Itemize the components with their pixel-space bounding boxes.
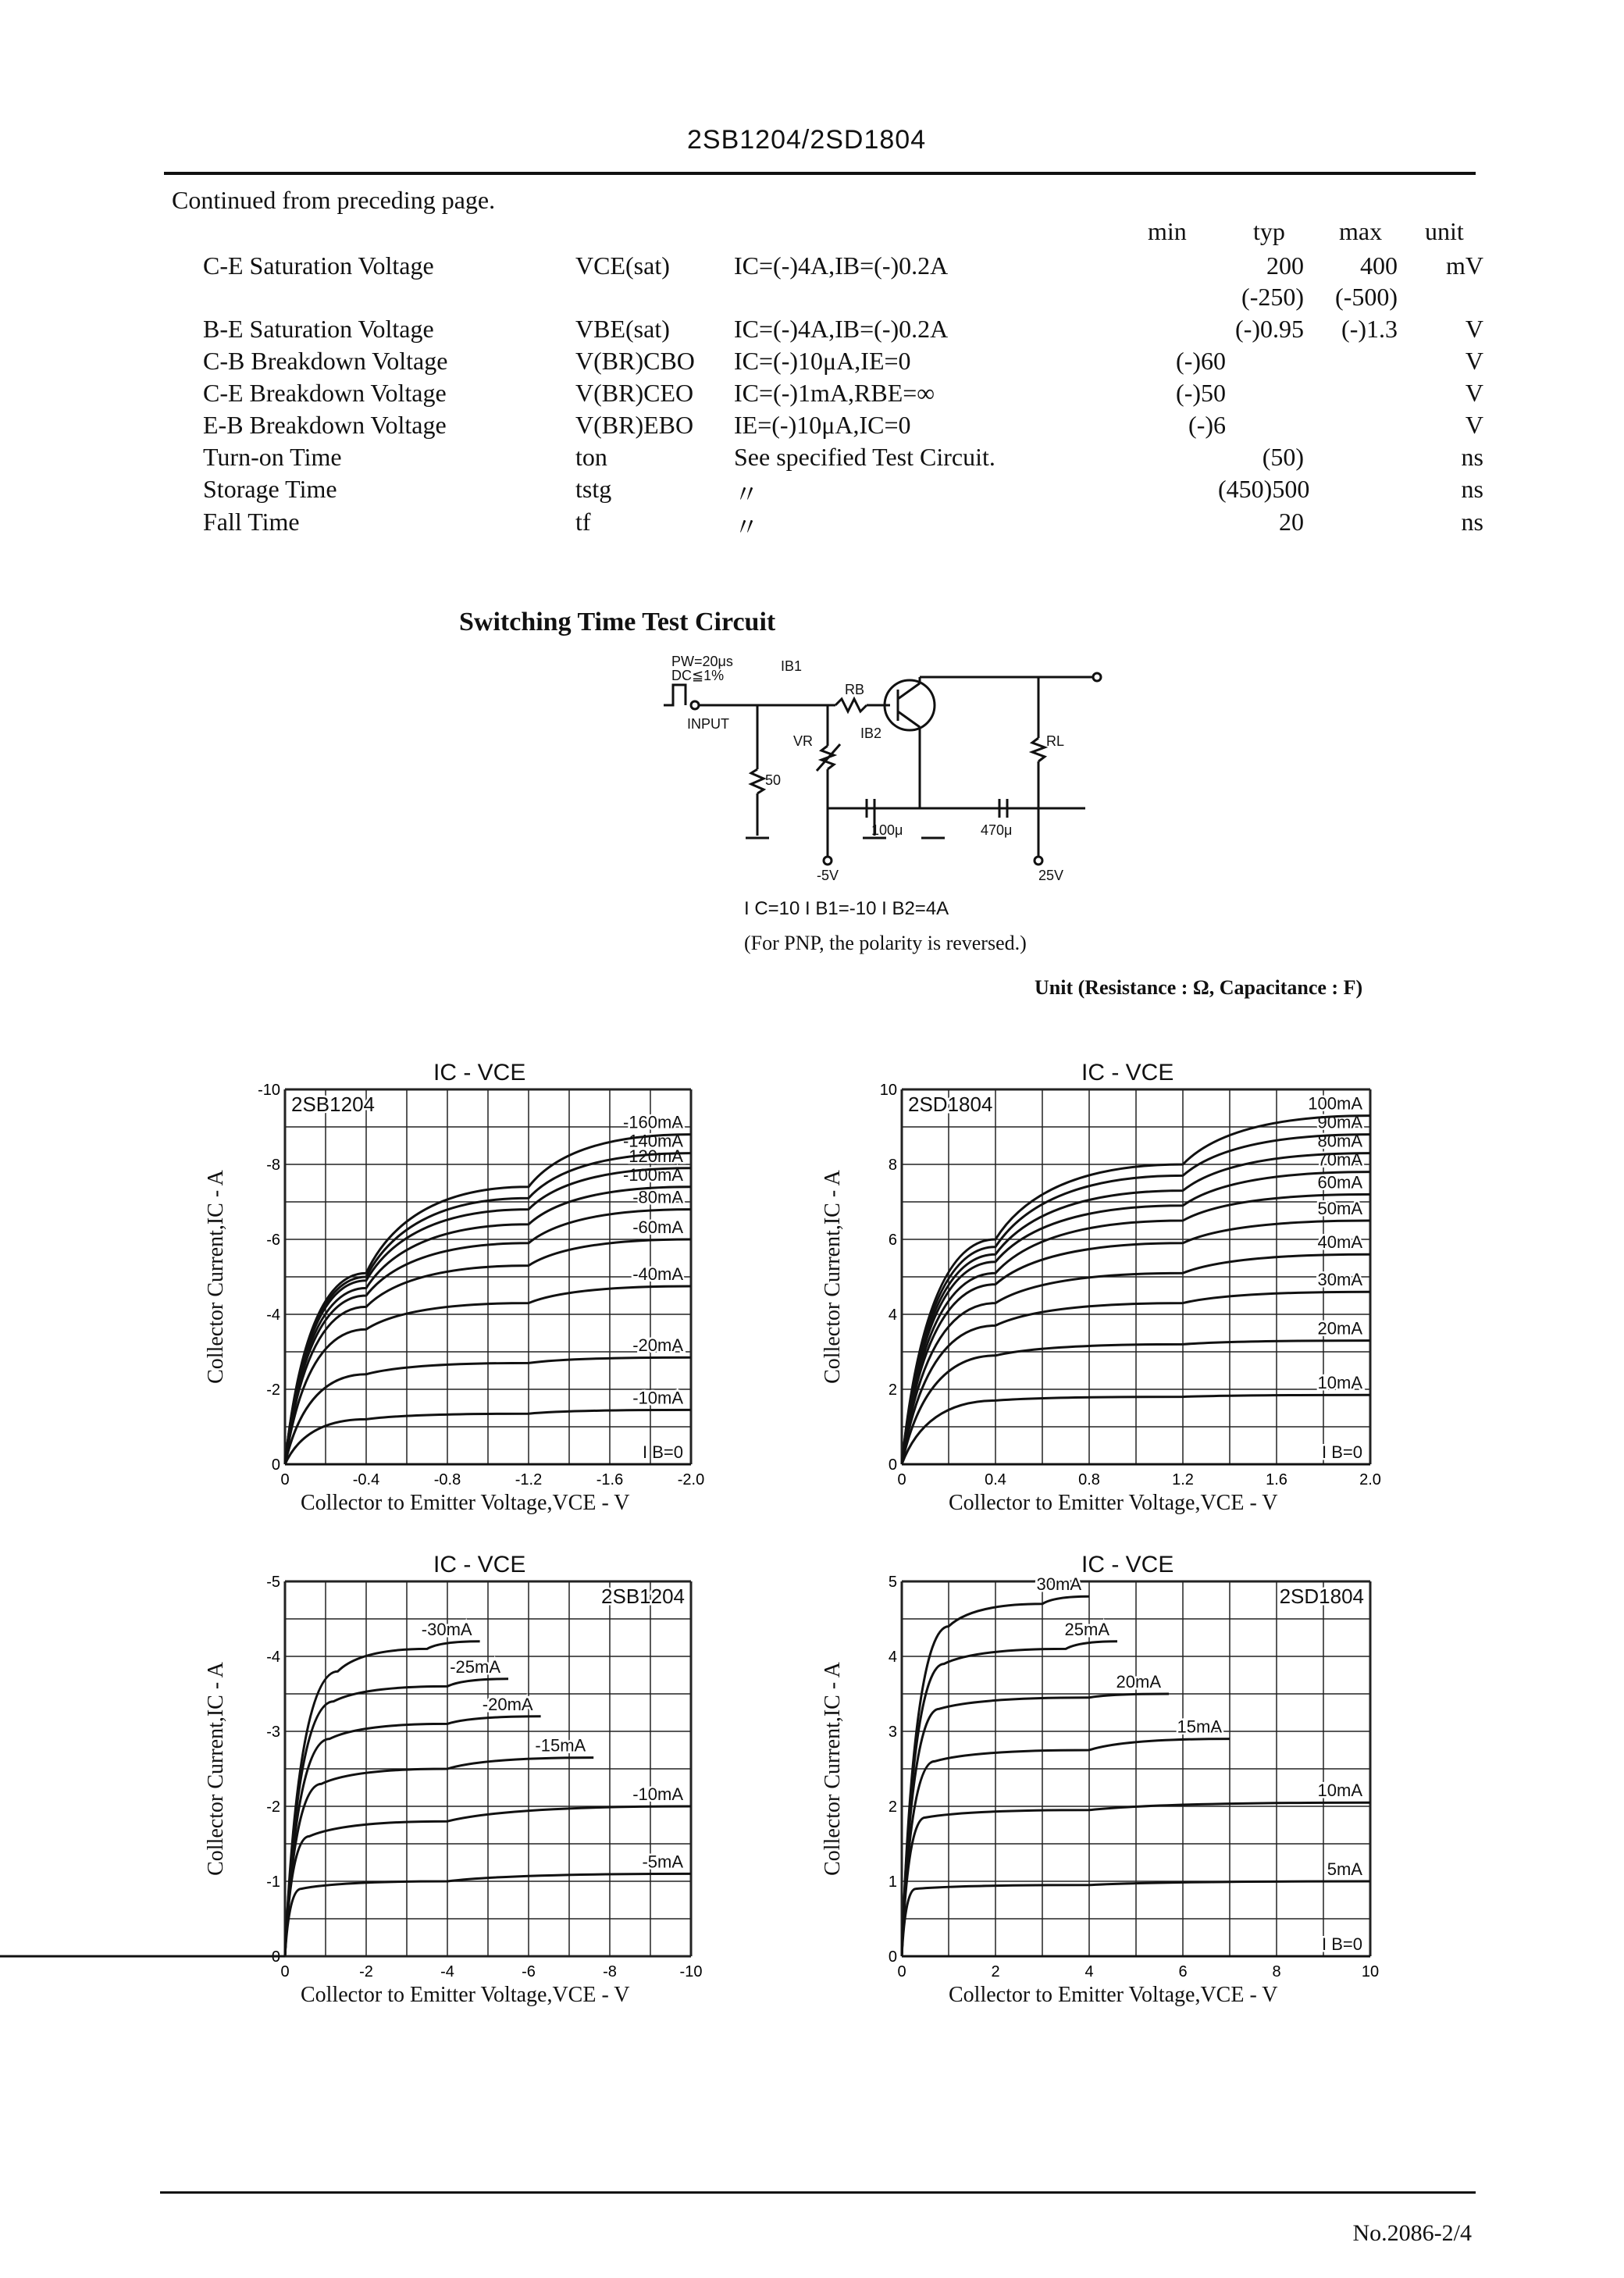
series-label: 30mA <box>1036 1574 1081 1595</box>
y-tick-label: -3 <box>266 1724 280 1741</box>
spec-row <box>0 379 1624 410</box>
spec-cell-typ: (50) <box>1262 443 1304 471</box>
y-tick-label: 5 <box>888 1574 897 1591</box>
spec-cell-unit: V <box>1465 379 1483 407</box>
spec-cell-symbol: V(BR)CBO <box>575 347 695 375</box>
chart-svg <box>219 1062 765 1546</box>
x-tick-label: 0 <box>280 1963 290 1980</box>
chart-2sb1204-high-vce <box>204 1552 765 2038</box>
spec-cell-condition: IC=(-)1mA,RBE=∞ <box>734 379 935 407</box>
spec-cell-min: (-)6 <box>1188 411 1226 439</box>
y-tick-label: -4 <box>266 1307 280 1324</box>
x-tick-label: 0 <box>897 1963 906 1980</box>
spec-cell-unit: ns <box>1461 443 1483 471</box>
spec-cell-unit: V <box>1465 347 1483 375</box>
spec-cell-param: C-E Saturation Voltage <box>203 251 434 280</box>
series-label: 40mA <box>1317 1232 1362 1253</box>
spec-cell-unit: V <box>1465 315 1483 343</box>
series-label: 80mA <box>1317 1131 1362 1151</box>
spec-cell-symbol: ton <box>575 443 607 471</box>
x-tick-label: -8 <box>603 1963 617 1980</box>
chart-2sd1804-high-vce <box>821 1552 1398 2038</box>
y-tick-label: 8 <box>888 1157 897 1174</box>
spec-cell-param: Fall Time <box>203 508 300 536</box>
chart-svg <box>835 1062 1398 1546</box>
transistor-icon <box>885 680 935 730</box>
y-tick-label: 2 <box>888 1799 897 1816</box>
y-axis-label: Collector Current,IC - A <box>204 1662 228 1876</box>
col-max: max <box>1339 217 1383 245</box>
x-tick-label: -2 <box>359 1963 373 1980</box>
spec-cell-condition: 〃 <box>734 480 760 508</box>
spec-cell-symbol: VCE(sat) <box>575 251 670 280</box>
resistor-rl-icon <box>1032 738 1045 761</box>
series-label: -10mA <box>632 1388 683 1408</box>
x-tick-label: -6 <box>522 1963 536 1980</box>
circuit-title: Switching Time Test Circuit <box>459 608 776 636</box>
circuit-unit-note: Unit (Resistance : Ω, Capacitance : F) <box>1035 976 1363 999</box>
series-label: 20mA <box>1116 1672 1161 1692</box>
spec-cell-unit: ns <box>1461 508 1483 536</box>
y-tick-label: 3 <box>888 1724 897 1741</box>
spec-cell-symbol: tstg <box>575 475 612 503</box>
spec-cell-param: C-B Breakdown Voltage <box>203 347 448 375</box>
y-tick-label: 0 <box>888 1948 897 1966</box>
circuit-label-rb: RB <box>845 682 865 697</box>
y-axis-label: Collector Current,IC - A <box>204 1170 228 1384</box>
y-tick-label: 1 <box>888 1873 897 1891</box>
circuit-label-vr: VR <box>793 733 814 749</box>
resistor-50-icon <box>751 769 764 793</box>
spec-cell-typ: 20 <box>1279 508 1304 536</box>
part-number-header: 2SB1204/2SD1804 <box>687 125 927 155</box>
input-pulse-icon <box>664 685 686 705</box>
pos-supply-terminal <box>1035 857 1042 864</box>
circuit-label-ib1: IB1 <box>781 658 803 674</box>
series-label: -30mA <box>421 1619 472 1639</box>
resistor-rb-icon <box>835 699 867 711</box>
spec-row <box>0 283 1624 314</box>
circuit-label-c1: 100μ <box>871 822 903 838</box>
spec-row <box>0 475 1624 506</box>
circuit-label-vneg: -5V <box>817 868 839 883</box>
x-tick-label: 0 <box>897 1471 906 1488</box>
series-label: 20mA <box>1317 1318 1362 1339</box>
circuit-label-rl: RL <box>1046 733 1065 749</box>
x-tick-label: -1.2 <box>515 1471 543 1488</box>
circuit-label-ib2: IB2 <box>860 725 882 741</box>
spec-cell-typ: (-)0.95 <box>1235 315 1304 343</box>
y-axis-label: Collector Current,IC - A <box>821 1662 845 1876</box>
chart-title: IC - VCE <box>1081 1552 1174 1577</box>
series-label: -20mA <box>632 1335 683 1356</box>
series-curve--20mA <box>285 1717 541 1956</box>
x-tick-label: 1.2 <box>1172 1471 1194 1488</box>
col-min: min <box>1148 217 1187 245</box>
y-tick-label: -6 <box>266 1232 280 1249</box>
input-terminal <box>691 701 699 709</box>
series-label: -10mA <box>632 1784 683 1804</box>
device-label: 2SB1204 <box>601 1585 685 1608</box>
circuit-polarity-note: (For PNP, the polarity is reversed.) <box>744 932 1027 954</box>
spec-cell-unit: V <box>1465 411 1483 439</box>
spec-cell-unit: ns <box>1461 475 1483 503</box>
neg-supply-terminal <box>824 857 832 864</box>
spec-cell-min: (-)60 <box>1176 347 1226 375</box>
footer-rule <box>160 2191 1476 2194</box>
circuit-condition: I C=10 I B1=-10 I B2=4A <box>744 898 949 919</box>
circuit-label-r50: 50 <box>765 772 782 788</box>
chart-title: IC - VCE <box>433 1060 526 1086</box>
circuit-label-vpos: 25V <box>1038 868 1064 883</box>
series-label: 50mA <box>1317 1199 1362 1218</box>
x-tick-label: 8 <box>1272 1963 1281 1980</box>
header-rule <box>164 172 1476 175</box>
chart-title: IC - VCE <box>433 1552 526 1577</box>
spec-cell-param: Storage Time <box>203 475 337 503</box>
document-number: No.2086-2/4 <box>1352 2220 1472 2246</box>
series-label: -40mA <box>632 1264 683 1284</box>
series-label: 10mA <box>1317 1373 1362 1393</box>
spec-row <box>0 443 1624 474</box>
series-label: I B=0 <box>1322 1442 1362 1462</box>
series-label: 60mA <box>1317 1172 1362 1192</box>
circuit-diagram <box>640 652 1109 886</box>
x-tick-label: 4 <box>1084 1963 1094 1980</box>
series-label: I B=0 <box>1322 1934 1362 1954</box>
x-axis-label: Collector to Emitter Voltage,VCE - V <box>949 1491 1278 1515</box>
y-tick-label: -10 <box>258 1082 280 1099</box>
y-tick-label: -2 <box>266 1381 280 1399</box>
x-tick-label: 10 <box>1361 1963 1380 1980</box>
spec-cell-condition: IC=(-)4A,IB=(-)0.2A <box>734 251 949 280</box>
series-label: -160mA <box>622 1112 683 1132</box>
spec-row <box>0 508 1624 539</box>
chart-2sd1804-low-vce <box>821 1060 1398 1546</box>
output-terminal <box>1093 673 1101 681</box>
y-tick-label: -4 <box>266 1649 280 1666</box>
series-label: 15mA <box>1177 1717 1222 1737</box>
circuit-label-pw: PW=20μs <box>671 654 733 669</box>
switching-test-circuit <box>640 652 1109 886</box>
spec-cell-symbol: tf <box>575 508 591 536</box>
series-label: -60mA <box>632 1217 683 1237</box>
x-tick-label: -1.6 <box>596 1471 624 1488</box>
circuit-label-input: INPUT <box>687 716 729 732</box>
spec-cell-typ: (-250) <box>1241 283 1304 311</box>
series-curve-20mA <box>902 1694 1169 1956</box>
spec-cell-condition: 〃 <box>734 513 760 541</box>
x-tick-label: -0.4 <box>352 1471 380 1488</box>
y-tick-label: 0 <box>888 1456 897 1474</box>
col-typ: typ <box>1253 217 1285 245</box>
series-label: -20mA <box>482 1694 533 1714</box>
spec-cell-max: 400 <box>1360 251 1398 280</box>
x-tick-label: -10 <box>679 1963 703 1980</box>
x-tick-label: -2.0 <box>677 1471 705 1488</box>
col-unit: unit <box>1425 217 1464 245</box>
x-tick-label: 2.0 <box>1359 1471 1381 1488</box>
spec-cell-unit: mV <box>1446 251 1483 280</box>
series-curve--25mA <box>285 1679 508 1956</box>
chart-svg <box>219 1554 765 2038</box>
series-label: 70mA <box>1317 1150 1362 1170</box>
circuit-label-c2: 470μ <box>981 822 1013 838</box>
spec-cell-param: E-B Breakdown Voltage <box>203 411 447 439</box>
x-tick-label: 0.4 <box>985 1471 1006 1488</box>
device-label: 2SD1804 <box>1279 1585 1364 1608</box>
chart-2sb1204-low-vce <box>204 1060 765 1546</box>
x-tick-label: 0.8 <box>1078 1471 1100 1488</box>
y-tick-label: -1 <box>266 1873 280 1891</box>
x-tick-label: -4 <box>440 1963 454 1980</box>
spec-row <box>0 251 1624 283</box>
chart-svg <box>835 1554 1398 2038</box>
series-label: 90mA <box>1317 1112 1362 1132</box>
x-axis-label: Collector to Emitter Voltage,VCE - V <box>949 1983 1278 2007</box>
spec-row <box>0 315 1624 346</box>
series-label: 100mA <box>1308 1093 1362 1114</box>
y-tick-label: 4 <box>888 1649 897 1666</box>
x-tick-label: 2 <box>991 1963 1000 1980</box>
device-label: 2SB1204 <box>291 1093 375 1116</box>
series-label: 5mA <box>1327 1859 1362 1879</box>
series-label: -15mA <box>535 1735 586 1756</box>
series-curve-25mA <box>902 1642 1117 1956</box>
spec-cell-param: B-E Saturation Voltage <box>203 315 434 343</box>
series-label: -100mA <box>622 1164 683 1185</box>
spec-cell-condition: IC=(-)10μA,IE=0 <box>734 347 911 375</box>
spec-cell-symbol: V(BR)CEO <box>575 379 694 407</box>
y-tick-label: 10 <box>879 1082 897 1099</box>
spec-cell-typ: (450)500 <box>1218 475 1310 503</box>
y-tick-label: 6 <box>888 1232 897 1249</box>
spec-cell-max: (-500) <box>1335 283 1398 311</box>
spec-cell-condition: IC=(-)4A,IB=(-)0.2A <box>734 315 949 343</box>
x-tick-label: 6 <box>1178 1963 1188 1980</box>
series-label: -5mA <box>642 1852 683 1872</box>
series-label: 10mA <box>1317 1781 1362 1801</box>
series-curve-15mA <box>902 1739 1230 1956</box>
y-tick-label: 0 <box>271 1456 280 1474</box>
spec-row <box>0 347 1624 378</box>
x-axis-label: Collector to Emitter Voltage,VCE - V <box>301 1983 630 2007</box>
chart-title: IC - VCE <box>1081 1060 1174 1086</box>
spec-cell-param: Turn-on Time <box>203 443 342 471</box>
series-label: -25mA <box>450 1656 500 1677</box>
x-tick-label: 1.6 <box>1266 1471 1287 1488</box>
y-tick-label: -5 <box>266 1574 280 1591</box>
spec-cell-max: (-)1.3 <box>1341 315 1398 343</box>
spec-cell-condition: See specified Test Circuit. <box>734 443 995 471</box>
x-tick-label: -0.8 <box>433 1471 461 1488</box>
spec-cell-min: (-)50 <box>1176 379 1226 407</box>
spec-row <box>0 411 1624 442</box>
series-label: I B=0 <box>643 1442 683 1462</box>
continued-note: Continued from preceding page. <box>172 186 496 214</box>
series-curve--15mA <box>285 1758 593 1956</box>
series-label: -140mA <box>622 1131 683 1151</box>
series-label: 25mA <box>1064 1619 1109 1639</box>
series-label: -120mA <box>622 1146 683 1166</box>
spec-cell-param: C-E Breakdown Voltage <box>203 379 447 407</box>
device-label: 2SD1804 <box>908 1093 993 1116</box>
spec-cell-symbol: VBE(sat) <box>575 315 670 343</box>
spec-cell-condition: IE=(-)10μA,IC=0 <box>734 411 911 439</box>
y-axis-label: Collector Current,IC - A <box>821 1170 845 1384</box>
spec-cell-typ: 200 <box>1266 251 1304 280</box>
x-tick-label: 0 <box>280 1471 290 1488</box>
y-tick-label: -8 <box>266 1157 280 1174</box>
y-tick-label: 4 <box>888 1307 897 1324</box>
y-tick-label: -2 <box>266 1799 280 1816</box>
series-label: -80mA <box>632 1187 683 1207</box>
spec-cell-symbol: V(BR)EBO <box>575 411 694 439</box>
y-tick-label: 2 <box>888 1381 897 1399</box>
y-tick-label: 0 <box>271 1948 280 1966</box>
series-label: 30mA <box>1317 1270 1362 1290</box>
circuit-label-dc: DC≦1% <box>671 668 725 683</box>
x-axis-label: Collector to Emitter Voltage,VCE - V <box>301 1491 630 1515</box>
